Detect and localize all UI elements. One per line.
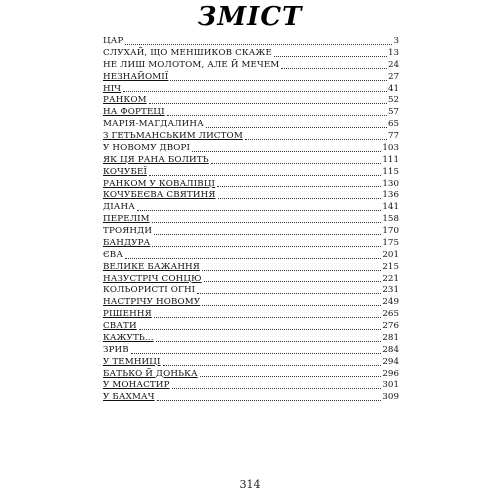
page-number: 314 <box>239 478 261 491</box>
toc-entry-page: 215 <box>382 261 399 272</box>
dot-leader <box>218 197 382 199</box>
toc-entry-title: ПЕРЕЛІМ <box>103 214 150 225</box>
toc-entry-title: У БАХМАЧ <box>103 392 155 403</box>
toc-entry-page: 52 <box>387 95 399 106</box>
dot-leader <box>139 328 382 330</box>
dot-leader <box>206 126 387 128</box>
toc-entry-page: 301 <box>382 380 399 391</box>
dot-leader <box>152 221 382 223</box>
toc-entry-page: 170 <box>382 226 399 236</box>
toc-entry-title: НІЧ <box>103 83 122 94</box>
toc-entry-title: НА ФОРТЕЦІ <box>103 107 165 118</box>
dot-leader <box>217 185 381 187</box>
toc-entry-title: ЦАР <box>103 36 124 46</box>
toc-entry <box>103 380 399 392</box>
toc-entry-page: 103 <box>382 142 399 153</box>
dot-leader <box>149 174 381 176</box>
toc-entry-page: 265 <box>382 309 399 320</box>
dot-leader <box>154 316 382 318</box>
dot-leader <box>125 43 392 45</box>
dot-leader <box>274 55 387 57</box>
toc-entry-page: 158 <box>382 214 399 225</box>
toc-entry <box>103 143 399 155</box>
dot-leader <box>172 387 382 389</box>
toc-entry-page: 13 <box>387 47 399 58</box>
dot-leader <box>204 280 382 282</box>
toc-entry <box>103 369 399 381</box>
toc-entry <box>103 36 399 48</box>
toc-entry <box>103 84 399 96</box>
toc-entry <box>103 357 399 369</box>
toc-entry-title: ВЕЛИКЕ БАЖАННЯ <box>103 261 200 272</box>
toc-entry-title: ТРОЯНДИ <box>103 226 153 236</box>
toc-entry-title: БАТЬКО Й ДОНЬКА <box>103 368 198 379</box>
dot-leader <box>170 79 386 81</box>
toc-entry <box>103 95 399 107</box>
toc-entry-title: ЗРИВ <box>103 344 129 355</box>
toc-entry-title: МАРІЯ-МАГДАЛИНА <box>103 119 204 130</box>
toc-entry-page: 141 <box>382 202 399 213</box>
dot-leader <box>157 399 382 401</box>
toc-entry-page: 27 <box>387 71 399 82</box>
dot-leader <box>202 269 381 271</box>
table-of-contents <box>103 36 399 404</box>
toc-entry-page: 57 <box>387 107 399 118</box>
toc-entry-page: 175 <box>382 237 399 248</box>
dot-leader <box>152 245 381 247</box>
dot-leader <box>202 304 381 306</box>
toc-entry <box>103 226 399 238</box>
toc-entry <box>103 60 399 72</box>
toc-entry <box>103 392 399 404</box>
toc-entry <box>103 155 399 167</box>
dot-leader <box>245 138 387 140</box>
toc-entry <box>103 297 399 309</box>
dot-leader <box>131 352 382 354</box>
toc-entry <box>103 202 399 214</box>
toc-entry-page: 249 <box>382 297 399 308</box>
toc-entry-title: НАСТРІЧУ НОВОМУ <box>103 297 201 308</box>
toc-entry-title: РАНКОМ <box>103 95 147 106</box>
toc-entry <box>103 119 399 131</box>
dot-leader <box>137 209 381 211</box>
toc-entry <box>103 167 399 179</box>
toc-entry <box>103 179 399 191</box>
toc-entry-title: КАЖУТЬ... <box>103 332 154 343</box>
toc-entry-page: 111 <box>382 154 399 165</box>
toc-entry <box>103 214 399 226</box>
dot-leader <box>163 364 382 366</box>
dot-leader <box>154 233 381 235</box>
toc-entry <box>103 107 399 119</box>
toc-entry-page: 294 <box>382 356 399 367</box>
toc-entry-title: РАНКОМ У КОВАЛІВЦІ <box>103 178 216 189</box>
toc-entry-page: 231 <box>382 285 399 296</box>
toc-entry <box>103 274 399 286</box>
toc-entry <box>103 309 399 321</box>
toc-entry-title: СВАТИ <box>103 321 137 331</box>
toc-entry-title: РІШЕННЯ <box>103 309 152 320</box>
dot-leader <box>123 90 387 92</box>
toc-entry-page: 115 <box>382 166 399 177</box>
toc-entry <box>103 48 399 60</box>
toc-entry-page: 136 <box>382 190 399 201</box>
toc-entry-title: ЄВА <box>103 249 124 260</box>
dot-leader <box>211 162 382 164</box>
toc-entry-page: 281 <box>382 332 399 343</box>
toc-entry-page: 284 <box>382 344 399 355</box>
toc-entry-page: 276 <box>382 321 399 331</box>
toc-entry <box>103 321 399 333</box>
dot-leader <box>125 257 381 259</box>
toc-entry-page: 221 <box>382 273 399 284</box>
dot-leader <box>281 67 387 69</box>
toc-entry-page: 130 <box>382 178 399 189</box>
dot-leader <box>156 340 382 342</box>
toc-entry-title: ДІАНА <box>103 202 135 213</box>
toc-entry-page: 201 <box>382 249 399 260</box>
dot-leader <box>149 102 387 104</box>
toc-entry <box>103 345 399 357</box>
dot-leader <box>197 292 381 294</box>
toc-entry <box>103 131 399 143</box>
toc-entry <box>103 72 399 84</box>
toc-entry-page: 3 <box>393 36 399 46</box>
toc-entry-title: БАНДУРА <box>103 237 151 248</box>
toc-entry <box>103 285 399 297</box>
toc-entry-title: З ГЕТЬМАНСЬКИМ ЛИСТОМ <box>103 131 243 141</box>
toc-entry-page: 65 <box>387 119 399 130</box>
toc-entry-title: КОЧУБЕЄВА СВЯТИНЯ <box>103 190 216 201</box>
toc-entry-title: НЕ ЛИШ МОЛОТОМ, АЛЕ Й МЕЧЕМ <box>103 59 280 70</box>
toc-entry <box>103 238 399 250</box>
toc-entry <box>103 333 399 345</box>
toc-entry-title: КОЧУБЕЇ <box>103 166 148 177</box>
toc-entry-title: КОЛЬОРИСТІ ОГНІ <box>103 285 196 296</box>
toc-entry-page: 41 <box>387 83 399 94</box>
toc-entry-page: 77 <box>387 131 399 141</box>
toc-entry-title: ЯК ЦЯ РАНА БОЛИТЬ <box>103 154 209 165</box>
toc-entry <box>103 190 399 202</box>
toc-entry-title: У НОВОМУ ДВОРІ <box>103 142 191 153</box>
toc-entry-page: 309 <box>382 392 399 403</box>
toc-entry-title: СЛУХАЙ, ЩО МЕНШИКОВ СКАЖЕ <box>103 47 272 58</box>
dot-leader <box>200 375 382 377</box>
toc-entry-page: 296 <box>382 368 399 379</box>
toc-entry <box>103 262 399 274</box>
dot-leader <box>192 150 381 152</box>
toc-entry-title: У ТЕМНИЦІ <box>103 356 161 367</box>
toc-entry <box>103 250 399 262</box>
dot-leader <box>167 114 387 116</box>
toc-entry-title: НЕЗНАЙОМІЇ <box>103 71 169 82</box>
toc-entry-title: НАЗУСТРІЧ СОНЦЮ <box>103 273 202 284</box>
toc-entry-title: У МОНАСТИР <box>103 380 170 391</box>
page-title: ЗМІСТ <box>197 2 303 32</box>
toc-entry-page: 24 <box>387 59 399 70</box>
